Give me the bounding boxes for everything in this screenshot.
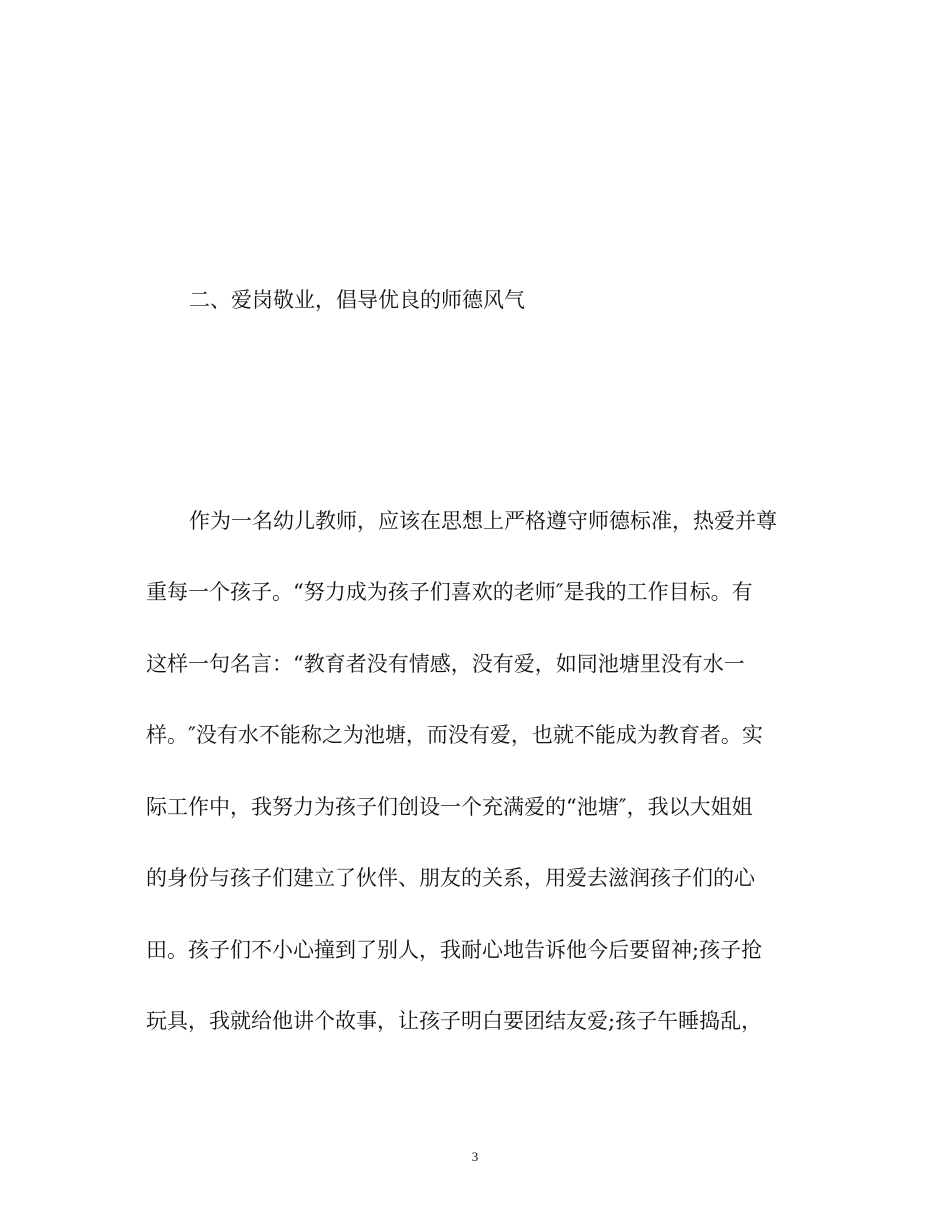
page-number: 3 <box>471 1149 479 1164</box>
section-heading: 二、爱岗敬业，倡导优良的师德风气 <box>189 288 525 312</box>
paragraph-line: 际工作中，我努力为孩子们创设一个充满爱的“池塘″，我以大姐姐 <box>146 795 753 819</box>
paragraph-line: 作为一名幼儿教师，应该在思想上严格遵守师德标准，热爱并尊 <box>189 509 777 533</box>
paragraph-line: 这样一句名言：“教育者没有情感，没有爱，如同池塘里没有水一 <box>146 652 745 676</box>
paragraph-line: 玩具，我就给他讲个故事，让孩子明白要团结友爱;孩子午睡捣乱， <box>146 1009 763 1033</box>
paragraph-line: 田。孩子们不小心撞到了别人，我耐心地告诉他今后要留神;孩子抢 <box>146 938 763 962</box>
paragraph-line: 的身份与孩子们建立了伙伴、朋友的关系，用爱去滋润孩子们的心 <box>146 866 755 890</box>
paragraph-line: 样。″没有水不能称之为池塘，而没有爱，也就不能成为教育者。实 <box>146 723 763 747</box>
paragraph-line: 重每一个孩子。“努力成为孩子们喜欢的老师″是我的工作目标。有 <box>146 580 753 604</box>
